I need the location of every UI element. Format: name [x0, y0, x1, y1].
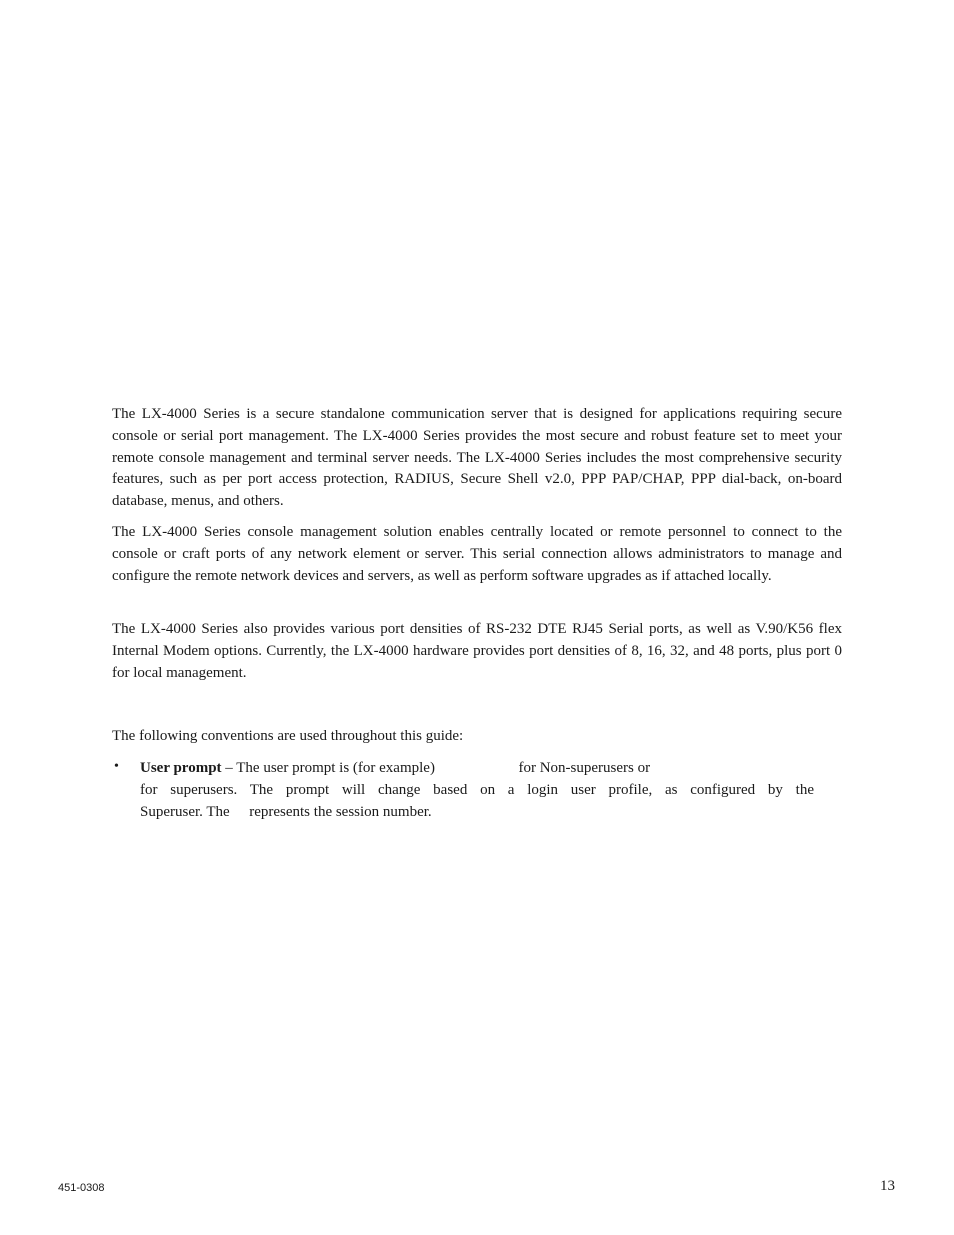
bullet-term: User prompt	[140, 760, 222, 776]
bullet-line-3	[140, 802, 820, 824]
intro-paragraph-3: The LX-4000 Series also provides various port densities of RS-232 DTE RJ45 Serial ports, as well as V.90/K56 flex Internal Modem options. Currently, the LX-4000 hardware provides port densities of 8, 16, 32, and 48 ports, plus port 0 for local management.	[112, 621, 842, 681]
bullet-marker: •	[114, 759, 119, 774]
footer-page-number: 13	[880, 1178, 895, 1194]
conventions-intro: The following conventions are used throughout this guide:	[112, 728, 464, 744]
bullet-text-part2: for Non-superusers or	[514, 760, 651, 776]
footer-doc-number: 451-0308	[58, 1182, 105, 1194]
bullet-text-part4: Superuser. The	[140, 803, 234, 820]
bullet-line-1	[140, 758, 820, 780]
intro-paragraph-1: The LX-4000 Series is a secure standalone communication server that is designed for applications requiring secure console or serial port management. The LX-4000 Series provides the most secure and robust feature set to meet your remote console management and terminal server needs. The LX-4000 Series includes the most comprehensive security features, such as per port access protection, RADIUS, Secure Shell v2.0, PPP PAP/CHAP, PPP dial-back, on-board database, menus, and others.	[112, 406, 842, 510]
list-item-user-prompt	[140, 758, 820, 823]
bullet-line-2: for superusers. The prompt will change based on a login user profile, as configured by the	[140, 781, 814, 798]
bullet-text-part1: – The user prompt is (for example)	[221, 760, 439, 776]
bullet-text-part5: represents the session number.	[245, 803, 432, 820]
intro-paragraph-2: The LX-4000 Series console management solution enables centrally located or remote personnel to connect to the console or craft ports of any network element or server. This serial connection allows administrators to manage and configure the remote network devices and servers, as well as perform software upgrades as if attached locally.	[112, 524, 842, 584]
